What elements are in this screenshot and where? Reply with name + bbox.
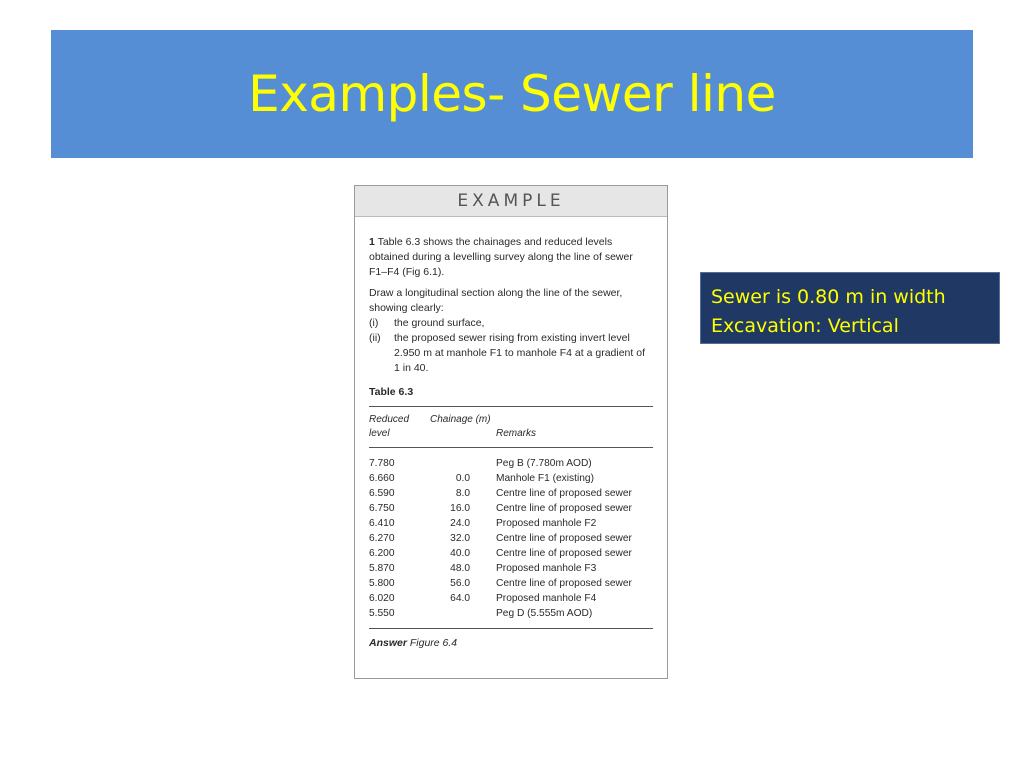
table-header <box>369 407 653 447</box>
cell-chainage: 64.0 <box>450 593 470 604</box>
cell-reduced-level: 5.800 <box>369 578 395 589</box>
cell-remarks: Manhole F1 (existing) <box>496 473 594 484</box>
problem-paragraph-1 <box>369 235 653 280</box>
cell-chainage: 48.0 <box>450 563 470 574</box>
cell-remarks: Centre line of proposed sewer <box>496 533 632 544</box>
cell-reduced-level: 6.750 <box>369 503 395 514</box>
example-body <box>355 217 667 651</box>
table-row <box>369 516 653 531</box>
cell-chainage <box>430 606 496 621</box>
title-banner <box>51 30 973 158</box>
cell-chainage: 40.0 <box>450 548 470 559</box>
table-row <box>369 486 653 501</box>
answer-line <box>369 636 653 651</box>
cell-remarks: Centre line of proposed sewer <box>496 578 632 589</box>
problem-text-1: Table 6.3 shows the chainages and reduced levels obtained during a levelling survey along the line of sewer F1–F4 (Fig 6.1). <box>369 236 633 278</box>
cell-remarks: Proposed manhole F2 <box>496 518 597 529</box>
note-line-excavation: Excavation: Vertical <box>711 315 899 337</box>
cell-chainage: 24.0 <box>450 518 470 529</box>
cell-remarks: Centre line of proposed sewer <box>496 488 632 499</box>
cell-reduced-level: 5.870 <box>369 563 395 574</box>
table-row <box>369 501 653 516</box>
problem-item-text: the proposed sewer rising from existing invert level 2.950 m at manhole F1 to manhole F4 at a gradient of 1 in 40. <box>394 332 645 374</box>
table-row <box>369 576 653 591</box>
cell-reduced-level: 6.590 <box>369 488 395 499</box>
cell-reduced-level: 7.780 <box>369 458 395 469</box>
header-reduced-level: Reduced level <box>369 414 410 439</box>
problem-item-mark: (ii) <box>369 332 381 344</box>
cell-chainage <box>430 456 496 471</box>
cell-remarks: Centre line of proposed sewer <box>496 548 632 559</box>
header-remarks: Remarks <box>496 428 537 439</box>
table-row <box>369 591 653 606</box>
cell-reduced-level: 6.660 <box>369 473 395 484</box>
table-title: Table 6.3 <box>369 386 414 398</box>
cell-chainage: 16.0 <box>450 503 470 514</box>
example-scan <box>354 185 668 679</box>
cell-reduced-level: 6.270 <box>369 533 395 544</box>
table-row <box>369 546 653 561</box>
table-body <box>369 448 653 621</box>
cell-remarks: Peg D (5.555m AOD) <box>496 608 593 619</box>
cell-remarks: Proposed manhole F3 <box>496 563 597 574</box>
table-row <box>369 606 653 621</box>
problem-number: 1 <box>369 236 375 248</box>
cell-remarks: Proposed manhole F4 <box>496 593 597 604</box>
slide-title: Examples- Sewer line <box>248 65 776 123</box>
cell-reduced-level: 6.020 <box>369 593 395 604</box>
answer-text: Figure 6.4 <box>409 637 458 649</box>
cell-reduced-level: 5.550 <box>369 608 395 619</box>
table-row <box>369 531 653 546</box>
note-line-width: Sewer is 0.80 m in width <box>711 286 946 308</box>
cell-chainage: 56.0 <box>450 578 470 589</box>
example-heading: EXAMPLE <box>457 191 565 211</box>
problem-paragraph-2: Draw a longitudinal section along the line of the sewer, showing clearly: <box>369 287 623 314</box>
problem-item-text: the ground surface, <box>394 317 485 329</box>
table-row <box>369 471 653 486</box>
cell-reduced-level: 6.410 <box>369 518 395 529</box>
problem-item-mark: (i) <box>369 317 379 329</box>
problem-item <box>369 331 653 376</box>
problem-item <box>369 316 653 331</box>
problem-items <box>369 316 653 376</box>
cell-chainage: 0.0 <box>455 473 470 484</box>
example-heading-bar <box>355 186 667 217</box>
cell-chainage: 32.0 <box>450 533 470 544</box>
note-box <box>700 272 1000 344</box>
table-bottom-rule <box>369 628 653 629</box>
cell-remarks: Peg B (7.780m AOD) <box>496 458 592 469</box>
cell-chainage: 8.0 <box>455 488 470 499</box>
table-row <box>369 456 653 471</box>
header-chainage: Chainage (m) <box>430 414 491 425</box>
table-row <box>369 561 653 576</box>
cell-remarks: Centre line of proposed sewer <box>496 503 632 514</box>
cell-reduced-level: 6.200 <box>369 548 395 559</box>
answer-label: Answer <box>369 637 407 649</box>
